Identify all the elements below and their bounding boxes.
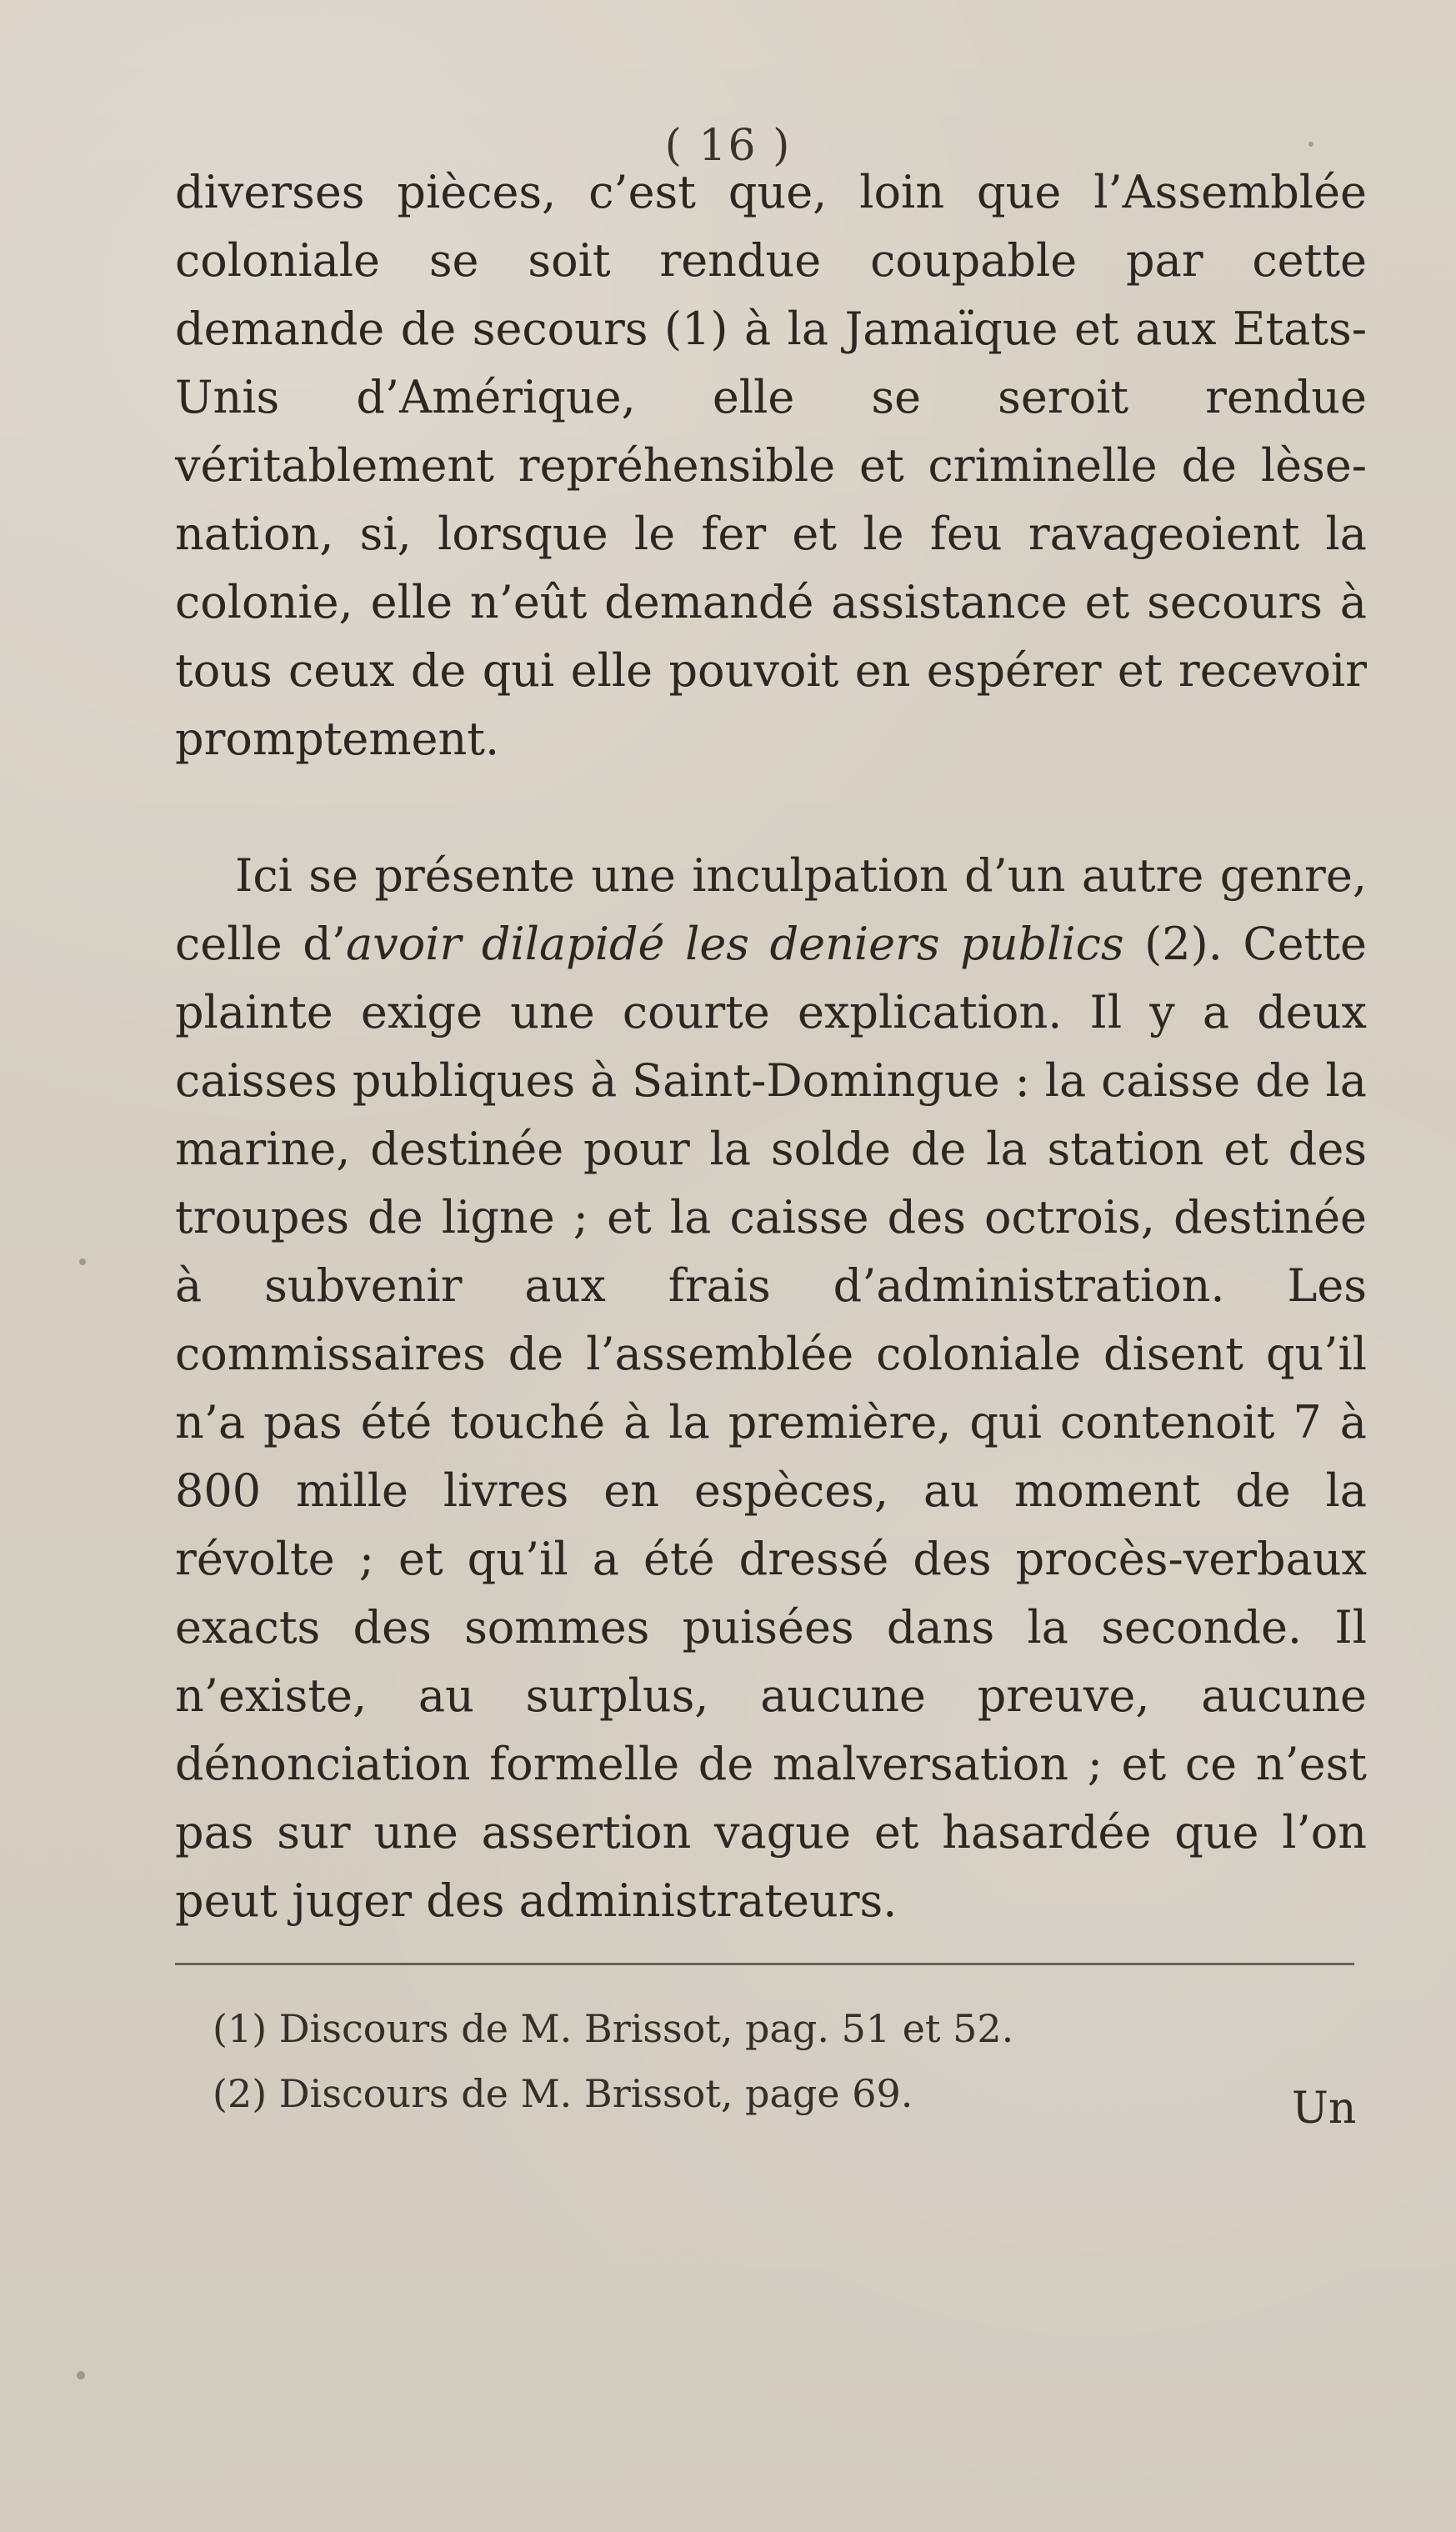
paragraph-2 bbox=[175, 842, 1367, 1935]
page-number: ( 16 ) bbox=[664, 121, 792, 171]
paragraph-2-end: (2). Cette plainte exige une courte explication. Il y a deux caisses publiques à Saint-Domingue : la caisse de la marine, destinée pour la solde de la station et des troupes de ligne ; et la caisse des octrois, destinée à subvenir aux frais d’administration. Les commissaires de l’assemblée coloniale disent qu’il n’a pas été touché à la première, qui contenoit 7 à 800 mille livres en espèces, au moment de la révolte ; et qu’il a été dressé des procès-verbaux exacts des sommes puisées dans la seconde. Il n’existe, au surplus, aucune preuve, aucune dénonciation formelle de malversation ; et ce n’est pas sur une assertion vague et hasardée que l’on peut juger des administrateurs. bbox=[175, 918, 1367, 1927]
footnote-1: (1) Discours de M. Brissot, pag. 51 et 52. bbox=[213, 2006, 1014, 2051]
footnote-2: (2) Discours de M. Brissot, page 69. bbox=[213, 2071, 913, 2116]
footnotes bbox=[213, 1996, 1313, 2126]
paragraph-2-italic-phrase: avoir dilapidé les deniers publics bbox=[346, 918, 1124, 970]
paper-speck-1 bbox=[79, 1258, 86, 1265]
paper-speck-2 bbox=[77, 2371, 85, 2379]
paragraph-2-start: Ici se présente une inculpation d’un autre genre, celle d’ bbox=[175, 849, 1367, 970]
footnote-divider bbox=[175, 1963, 1354, 1965]
main-text bbox=[175, 158, 1367, 1935]
catchword: Un bbox=[1292, 2084, 1357, 2134]
paper-speck-3 bbox=[1308, 142, 1313, 147]
paragraph-1: diverses pièces, c’est que, loin que l’Assemblée coloniale se soit rendue coupable par cette demande de secours (1) à la Jamaïque et aux Etats-Unis d’Amérique, elle se seroit rendue véritablement repréhensible et criminelle de lèse-nation, si, lorsque le fer et le feu ravageoient la colonie, elle n’eût demandé assistance et secours à tous ceux de qui elle pouvoit en espérer et recevoir promptement. bbox=[175, 166, 1367, 765]
